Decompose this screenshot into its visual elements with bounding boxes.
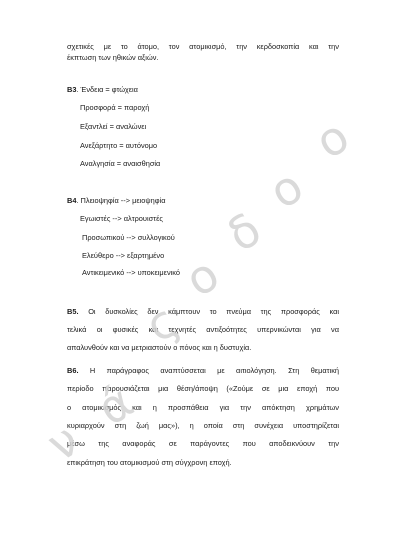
watermark-letter: ς — [135, 292, 188, 354]
watermark-letter: ο — [259, 158, 313, 220]
watermark-letter: ά — [87, 374, 143, 436]
b4-pair: Ελεύθερο --> εξαρτημένο — [82, 251, 165, 260]
b3-label: Β3 — [67, 85, 77, 94]
b5-line: τελικά οι φυσικές και τεχνητές αντιξοότητες υπερνικώνται για να — [67, 325, 339, 334]
watermark-letter: ν — [37, 412, 89, 472]
b6-line: Β6. Η παράγραφος αναπτύσσεται με αιτιολόγηση. Στη θεματική — [67, 366, 339, 375]
b3-first-pair: . Ένδεια = φτώχεια — [76, 85, 138, 94]
watermark-letter: ο — [305, 108, 359, 170]
b5-label: Β5. — [67, 307, 79, 316]
b4-first-pair: . Πλειοψηφία --> μειοψηφία — [76, 196, 166, 205]
b3-heading — [67, 85, 138, 95]
watermark-letter: ο — [175, 246, 229, 308]
b5-line: απαλυνθούν και να μετριαστούν ο πόνος και η δυστυχία. — [67, 343, 252, 352]
b4-label: Β4 — [67, 196, 77, 205]
b3-pair: Αναλγησία = αναισθησία — [80, 159, 161, 168]
b6-label: Β6. — [67, 366, 79, 375]
intro-line: έκπτωση των ηθικών αξιών. — [67, 53, 159, 62]
b6-line: επικράτηση του ατομικισμού στη σύγχρονη εποχή. — [67, 458, 232, 467]
b6-line: περίοδο παρουσιάζεται μια θέση/άποψη («Ζούμε σε μια εποχή που — [67, 384, 339, 393]
b3-pair: Προσφορά = παροχή — [80, 103, 150, 112]
b5-line: Β5. Οι δυσκολίες δεν κάμπτουν το πνεύμα της προσφοράς και — [67, 307, 339, 316]
b4-pair: Εγωιστές --> αλτρουιστές — [80, 214, 163, 223]
b6-line: κυριαρχούν στη ζωή μας»), η οποία στη συνέχεια υποστηρίζεται — [67, 421, 339, 430]
b4-pair: Αντικειμενικό --> υποκειμενικό — [82, 268, 181, 277]
b3-pair: Εξαντλεί = αναλώνει — [80, 122, 147, 131]
b4-heading — [67, 196, 165, 206]
intro-line: σχετικές με το άτομο, τον ατομικισμό, την κερδοσκοπία και την — [67, 42, 339, 51]
b3-pair: Ανεξάρτητο = αυτόνομο — [80, 141, 158, 150]
b4-pair: Προσωπικού --> συλλογικού — [82, 233, 175, 242]
b6-line: μέσω της αναφοράς σε παράγοντες που αποδεικνύουν την — [67, 439, 339, 448]
watermark-letter: δ — [217, 201, 271, 263]
b6-line: ο ατομικισμός και η προσπάθεια για την απόκτηση χρημάτων — [67, 403, 339, 412]
